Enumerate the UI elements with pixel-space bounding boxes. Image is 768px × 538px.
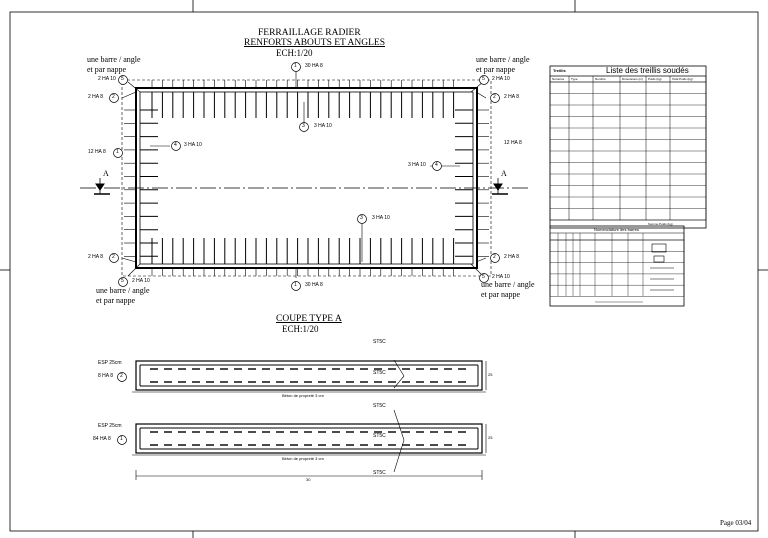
section-thickness-bottom: ESP 25cm bbox=[98, 423, 122, 429]
callout-5-tl: 5 bbox=[121, 76, 124, 82]
section-view-top bbox=[132, 360, 486, 392]
label-2ha10-tr: 2 HA 10 bbox=[492, 76, 510, 82]
corner-note-br-2: et par nappe bbox=[481, 290, 521, 299]
page-number: Page 03/04 bbox=[720, 519, 752, 527]
section-scale: ECH:1/20 bbox=[282, 324, 319, 334]
section-title: COUPE TYPE A bbox=[276, 314, 342, 324]
callout-1-left: 1 bbox=[116, 149, 119, 155]
label-12ha8-right: 12 HA 8 bbox=[504, 140, 522, 146]
corner-note-br-1: une barre / angle bbox=[481, 280, 535, 289]
callout-3-a: 3 bbox=[302, 123, 305, 129]
mesh-table-col-header: Total Poids (kg) bbox=[672, 77, 693, 81]
label-3ha10-right: 3 HA 10 bbox=[408, 162, 426, 168]
mesh-table-lines bbox=[550, 66, 706, 228]
section-thickness-top: ESP 25cm bbox=[98, 360, 122, 366]
corner-note-tl-2: et par nappe bbox=[87, 65, 127, 74]
mesh-table-header-label: Treillis bbox=[553, 68, 566, 73]
label-left-bars: 12 HA 8 bbox=[88, 149, 106, 155]
label-3ha10-a: 3 HA 10 bbox=[314, 123, 332, 129]
mesh-table-col-header: Dimensions (m) bbox=[622, 77, 644, 81]
section-top-mesh bbox=[150, 369, 466, 382]
corner-note-tr-1: une barre / angle bbox=[476, 55, 530, 64]
callout-3-b: 3 bbox=[360, 215, 363, 221]
bar-shape-sketch bbox=[652, 244, 666, 252]
outer-stub-bars bbox=[124, 80, 489, 276]
label-bottom-bars: 30 HA 8 bbox=[305, 282, 323, 288]
label-3ha10-left: 3 HA 10 bbox=[184, 142, 202, 148]
plan-callouts bbox=[110, 63, 500, 291]
mesh-label-st-mid: ST5C bbox=[373, 370, 386, 376]
slab-plan bbox=[80, 80, 530, 276]
section-letter-right: A bbox=[501, 169, 507, 178]
section-marker-right bbox=[492, 178, 508, 194]
left-edge-bars bbox=[140, 110, 158, 256]
corner-note-bl-1: une barre / angle bbox=[96, 286, 150, 295]
mesh-table-title: Liste des treillis soudés bbox=[606, 66, 689, 75]
callout-2-tl: 2 bbox=[112, 94, 115, 100]
mesh-table-col-header: Poids (kg) bbox=[648, 77, 662, 81]
bars-table-title: Nomenclature des barres bbox=[594, 227, 639, 232]
section-total-dim: 30 bbox=[306, 477, 311, 482]
section-bars-top: 8 HA 8 bbox=[98, 373, 114, 379]
callout-5-bl: 5 bbox=[121, 278, 124, 284]
mesh-table-footer: Somme Poids (kg) bbox=[648, 222, 673, 226]
label-2ha10-br: 2 HA 10 bbox=[492, 274, 510, 280]
section-bottom-mesh bbox=[150, 432, 466, 445]
bar-shape-sketch bbox=[654, 256, 664, 262]
section-dim-bottom: 25 bbox=[488, 435, 493, 440]
bars-table-frame bbox=[550, 226, 684, 306]
plan-leaders bbox=[122, 72, 486, 278]
callout-1-bottom: 1 bbox=[294, 282, 297, 288]
mesh-table-frame bbox=[550, 66, 706, 228]
label-2ha8-br: 2 HA 8 bbox=[504, 254, 520, 260]
label-top-bars: 30 HA 8 bbox=[305, 63, 323, 69]
label-2ha8-tr: 2 HA 8 bbox=[504, 94, 520, 100]
section-bars-bottom: 84 HA 8 bbox=[93, 436, 111, 442]
corner-note-bl-2: et par nappe bbox=[96, 296, 136, 305]
section-callout-2: 2 bbox=[120, 373, 123, 379]
section-callout-1: 1 bbox=[120, 436, 123, 442]
plan-scale: ECH:1/20 bbox=[276, 48, 313, 58]
plan-title-line2: RENFORTS ABOUTS ET ANGLES bbox=[244, 38, 385, 48]
mesh-label-st-low: ST5C bbox=[373, 433, 386, 439]
label-2ha8-tl: 2 HA 8 bbox=[88, 94, 104, 100]
bottom-edge-bars bbox=[152, 238, 454, 264]
plan-title-line1: FERRAILLAGE RADIER bbox=[258, 28, 361, 38]
right-edge-bars bbox=[455, 110, 473, 256]
label-2ha8-bl: 2 HA 8 bbox=[88, 254, 104, 260]
concrete-note-top: Béton de propreté 3 cm bbox=[282, 393, 324, 398]
callout-5-tr: 5 bbox=[482, 76, 485, 82]
section-dim-top: 25 bbox=[488, 372, 493, 377]
mesh-label-st-mid2: ST5C bbox=[373, 403, 386, 409]
mesh-label-st-top: ST5C bbox=[373, 339, 386, 345]
mesh-label-st-bottom: ST5C bbox=[373, 470, 386, 476]
callout-2-bl: 2 bbox=[112, 254, 115, 260]
section-letter-left: A bbox=[103, 169, 109, 178]
section-callouts bbox=[118, 373, 127, 445]
section-marker-left bbox=[94, 178, 110, 194]
corner-note-tr-2: et par nappe bbox=[476, 65, 516, 74]
mesh-table-col-header: Nombre bbox=[595, 77, 606, 81]
top-edge-bars bbox=[152, 92, 454, 118]
bars-table-lines bbox=[550, 226, 684, 306]
label-3ha10-b: 3 HA 10 bbox=[372, 215, 390, 221]
callout-4-a: 4 bbox=[174, 142, 177, 148]
mesh-table-col-header: Numéros bbox=[552, 77, 565, 81]
label-2ha10-bl: 2 HA 10 bbox=[132, 278, 150, 284]
callout-1-top: 1 bbox=[294, 63, 297, 69]
callout-2-tr: 2 bbox=[493, 94, 496, 100]
callout-2-br: 2 bbox=[493, 254, 496, 260]
concrete-note-bottom: Béton de propreté 3 cm bbox=[282, 456, 324, 461]
callout-5-br: 5 bbox=[482, 274, 485, 280]
label-2ha10-tl: 2 HA 10 bbox=[98, 76, 116, 82]
mesh-table-col-header: Type bbox=[571, 77, 578, 81]
corner-note-tl-1: une barre / angle bbox=[87, 55, 141, 64]
callout-4-b: 4 bbox=[435, 162, 438, 168]
